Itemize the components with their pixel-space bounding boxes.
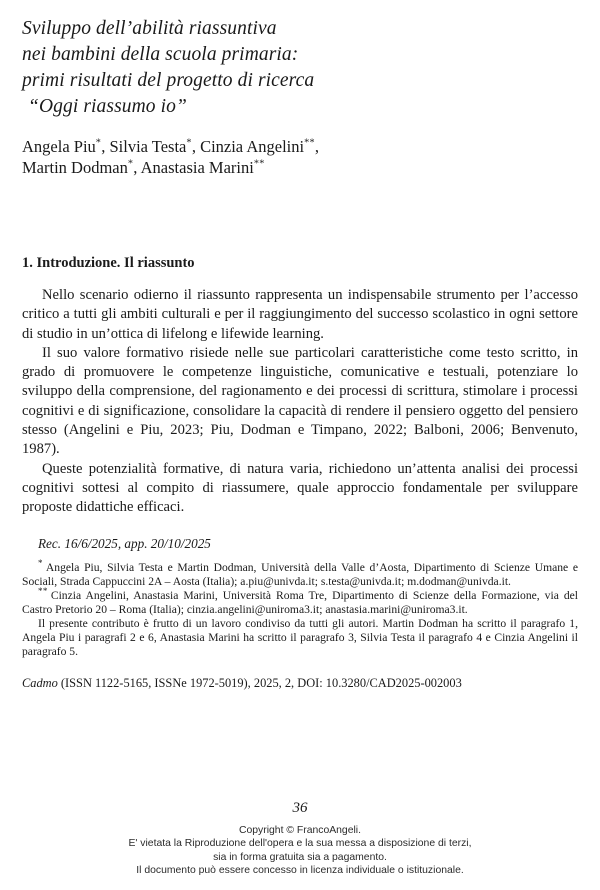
copyright-line-4: Il documento può essere concesso in licenza individuale o istituzionale.: [136, 865, 464, 877]
article-title: [22, 16, 578, 120]
author-name-silvia-testa: , Silvia Testa: [101, 137, 187, 156]
section-heading-introduzione: 1. Introduzione. Il riassunto: [22, 255, 195, 271]
copyright-footer: [0, 824, 600, 878]
affiliation-marker-2: *: [186, 137, 192, 149]
journal-details: (ISSN 1122-5165, ISSNe 1972-5019), 2025, 2, DOI: 10.3280/CAD2025-002003: [57, 676, 462, 691]
body-paragraph-3: Queste potenzialità formative, di natura varia, richiedono un’attenta analisi dei processi cognitivi sottesi al compito di riassumere, quale approccio fondamentale per sviluppare proposte didattiche efficaci.: [22, 460, 578, 516]
journal-name: Cadmo: [22, 676, 58, 691]
page-number: 36: [292, 800, 308, 816]
affiliation-marker-5: **: [253, 158, 265, 170]
author-name-anastasia-marini: , Anastasia Marini: [133, 158, 254, 177]
author-name-angela-piu: Angela Piu: [22, 137, 96, 156]
footnote-1-text: Angela Piu, Silvia Testa e Martin Dodman, Università della Valle d’Aosta, Dipartimento di Scienze Umane e Sociali, Strada Cappuccini 2A – Aosta (Italia); a.piu@univda.it; s.testa@univda.it; m.dodman@univda.it.: [22, 560, 578, 588]
author-name-cinzia-angelini: , Cinzia Angelini: [191, 137, 305, 156]
journal-citation: [22, 675, 578, 691]
author-line-1-tail: ,: [314, 137, 320, 156]
article-body: [22, 286, 578, 518]
affiliation-marker-4: *: [127, 158, 134, 170]
footnote-2-text: Cinzia Angelini, Anastasia Marini, Università Roma Tre, Dipartimento di Scienze della Formazione, via del Castro Pretorio 20 – Roma (Italia); cinzia.angelini@uniroma3.it; anastasia.marini@uniroma3.it.: [22, 588, 578, 616]
footnotes-block: [22, 557, 578, 660]
title-line-3: primi risultati del progetto di ricerca: [22, 70, 315, 91]
copyright-line-2: E' vietata la Riproduzione dell'opera e la sua messa a disposizione di terzi,: [128, 838, 472, 850]
submission-dates: Rec. 16/6/2025, app. 20/10/2025: [38, 535, 211, 551]
title-line-4: “Oggi riassumo io”: [28, 96, 187, 117]
title-line-1: Sviluppo dell’abilità riassuntiva: [22, 18, 277, 39]
copyright-line-3: sia in forma gratuita sia a pagamento.: [213, 851, 387, 863]
body-paragraph-2: Il suo valore formativo risiede nelle sue particolari caratteristiche come testo scritto, in grado di promuovere le competenze linguistiche, comunicative e testuali, potenziare lo sviluppo della comprensione, del ragionamento e dei processi di scrittura, stimolare i processi cognitivi e di significazione, consolidare la capacità di rendere il pensiero oggetto del pensiero stesso (Angelini e Piu, 2023; Piu, Dodman e Timpano, 2022; Balboni, 2006; Benvenuto, 1987).: [22, 344, 578, 458]
footnote-3: Il presente contributo è frutto di un lavoro condiviso da tutti gli autori. Martin Dodman ha scritto il paragrafo 1, Angela Piu i paragrafi 2 e 6, Anastasia Marini ha scritto il paragrafo 3, Silvia Testa il paragrafo 4 e Cinzia Angelini il paragrafo 5.: [22, 616, 578, 659]
author-line-1: [22, 136, 578, 157]
author-line-2: [22, 157, 578, 178]
author-name-martin-dodman: Martin Dodman: [22, 158, 128, 177]
affiliation-marker-3: **: [304, 137, 315, 149]
author-list: [22, 136, 578, 178]
footnote-1: [22, 557, 578, 589]
title-line-2: nei bambini della scuola primaria:: [22, 44, 299, 65]
footnote-2: [22, 585, 578, 617]
page-content-column: [22, 0, 578, 691]
affiliation-marker-1: *: [95, 137, 102, 149]
footnote-1-marker: *: [38, 557, 43, 568]
footnote-2-marker: **: [38, 585, 48, 596]
body-paragraph-1: Nello scenario odierno il riassunto rappresenta un indispensabile strumento per l’accesso critico a tutti gli ambiti culturali e per il raggiungimento del successo scolastico in ogni settore di studio in un’ottica di lifelong e lifewide learning.: [22, 287, 578, 342]
copyright-line-1: Copyright © FrancoAngeli.: [238, 825, 361, 836]
